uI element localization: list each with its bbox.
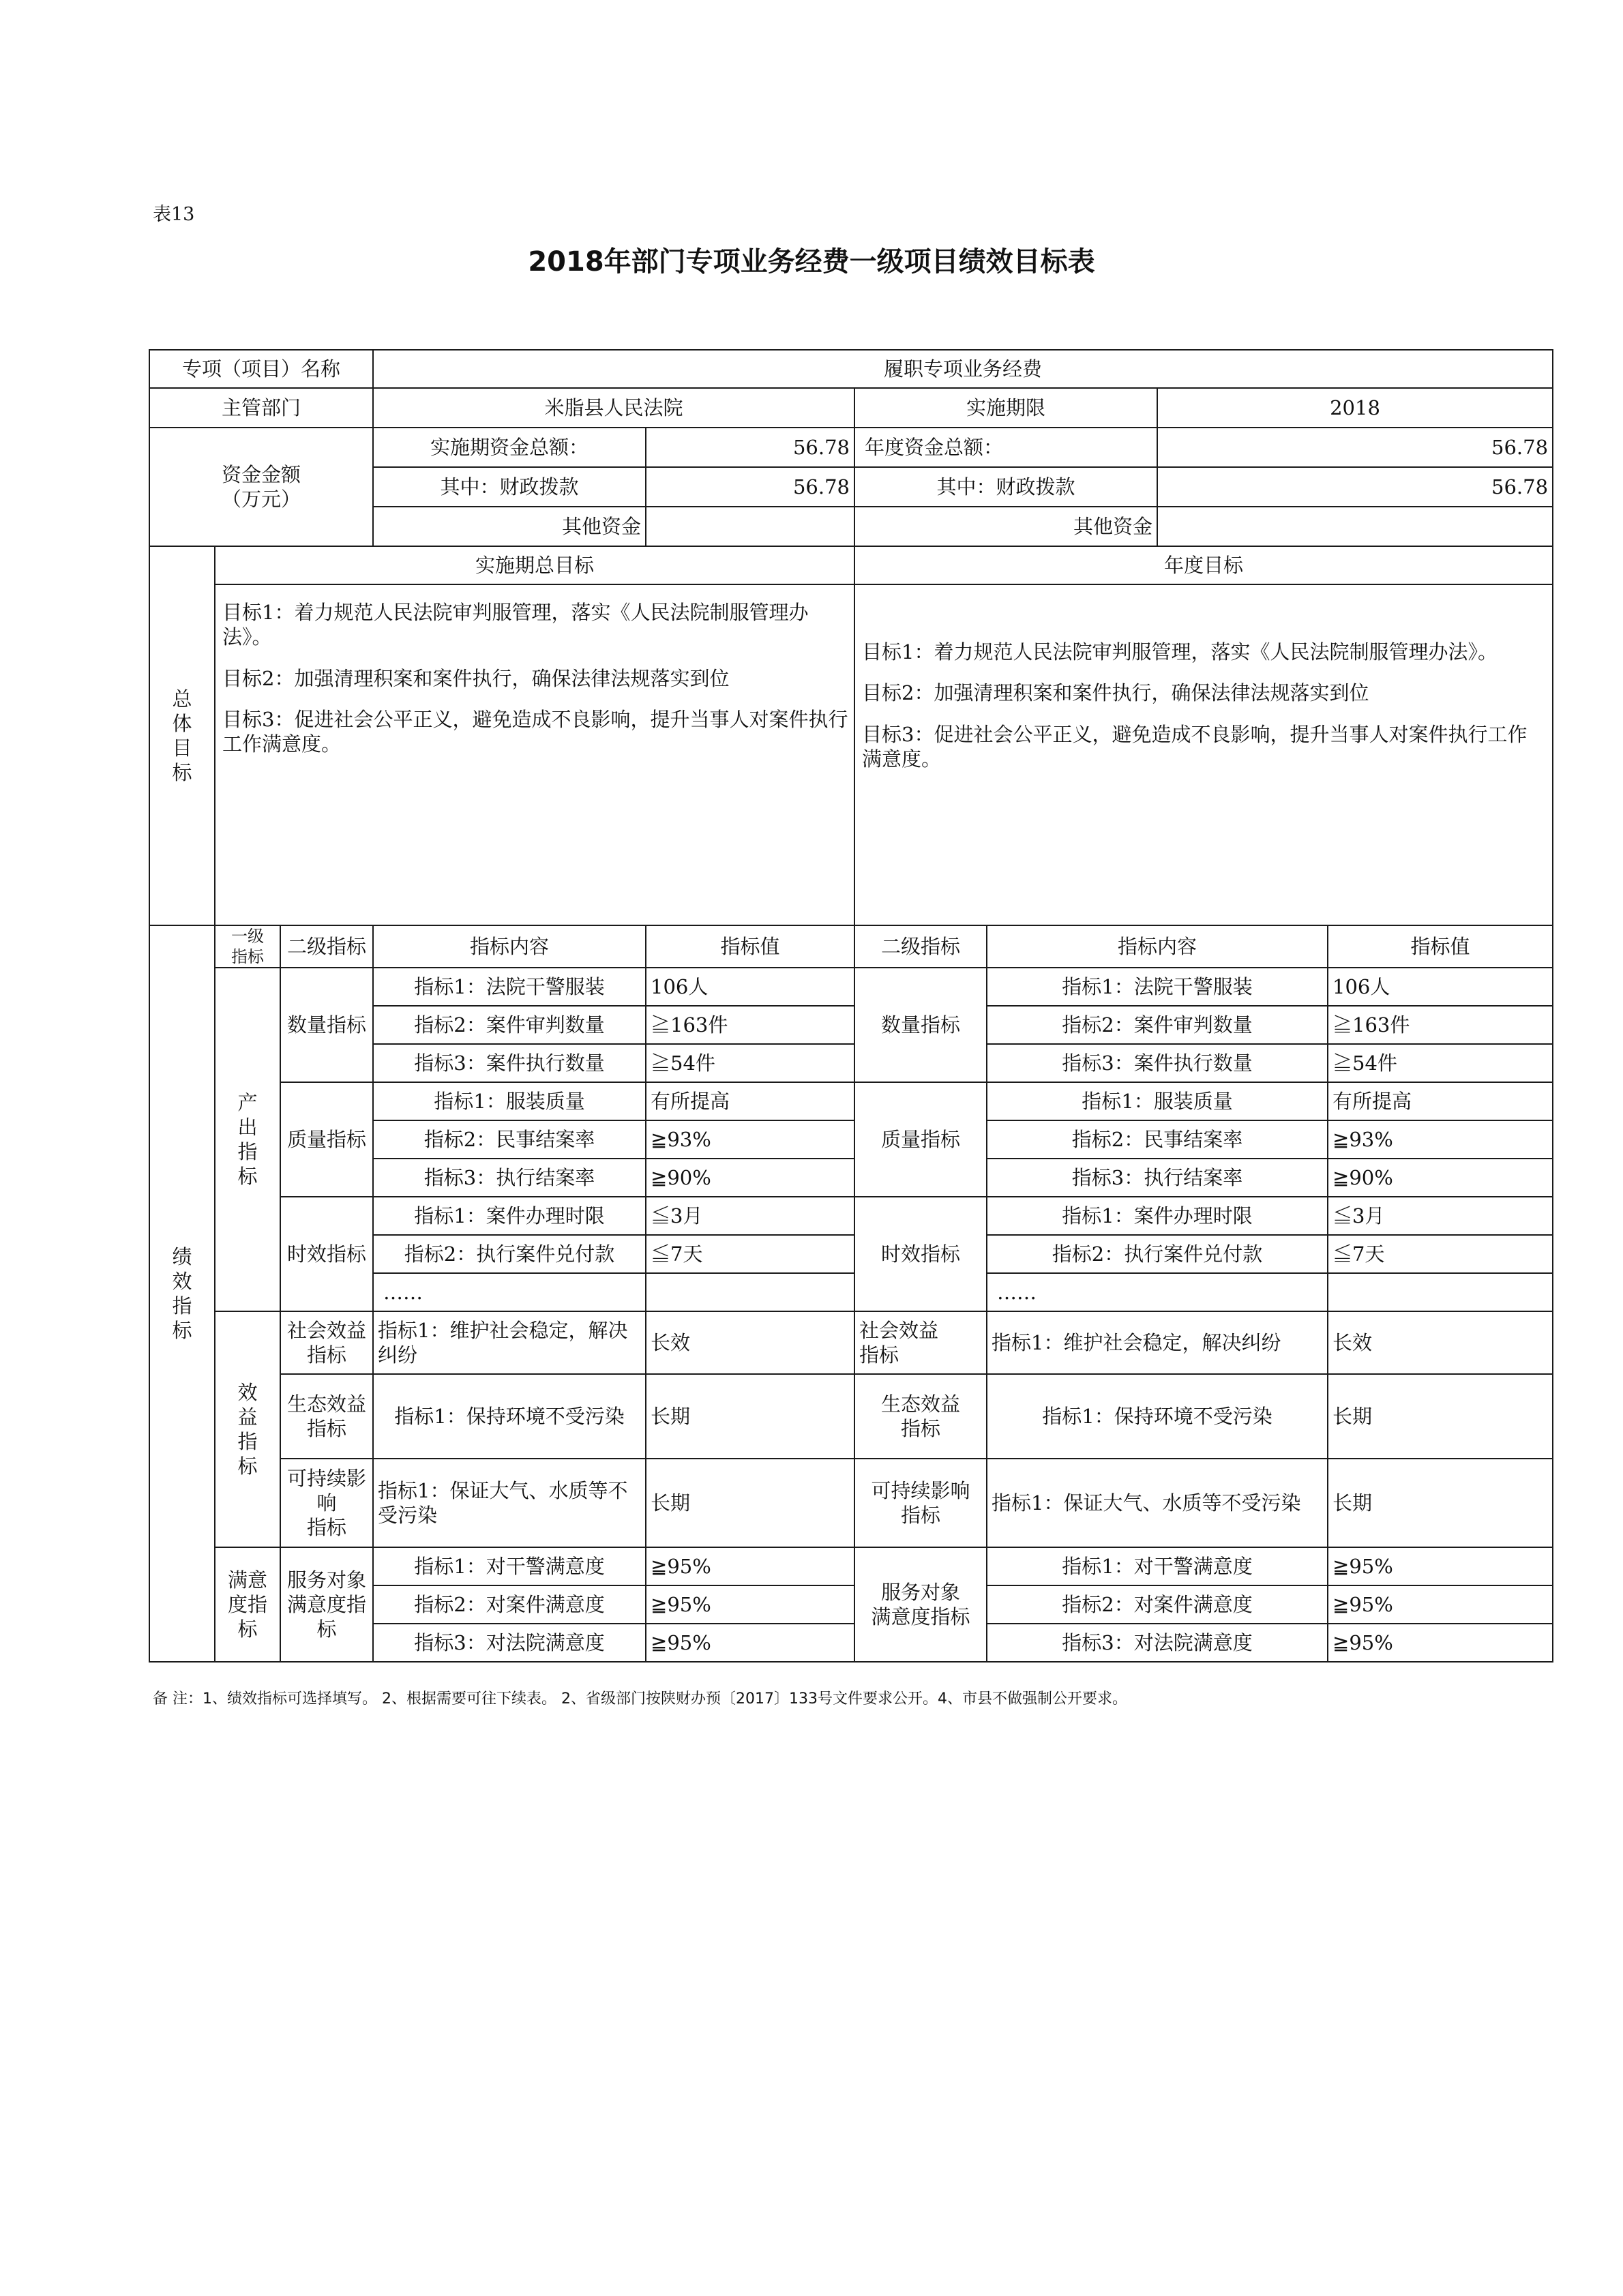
indicator-value-year: ≧163件	[1328, 1006, 1553, 1044]
indicator-value: ≧93%	[646, 1120, 854, 1159]
sustainable-impact-label: 可持续影 响 指标	[280, 1459, 373, 1547]
table-row	[149, 968, 1553, 1006]
indicator-value-year: ≧95%	[1328, 1547, 1553, 1585]
year-goal-2: 目标2：加强清理积案和案件执行，确保法律法规落实到位	[862, 681, 1369, 705]
indicator-content-year: 指标2：执行案件兑付款	[987, 1235, 1328, 1273]
indicator-content: 指标1：服装质量	[373, 1082, 646, 1120]
level1-header: 一级 指标	[215, 925, 280, 968]
indicator-content-year: 指标1：保持环境不受污染	[987, 1374, 1328, 1459]
indicator-value-year: ≧93%	[1328, 1120, 1553, 1159]
quality-label-year: 质量指标	[854, 1082, 987, 1197]
timeliness-label: 时效指标	[280, 1197, 373, 1311]
indicator-value-year: ≧95%	[1328, 1585, 1553, 1624]
table-row	[149, 1547, 1553, 1585]
indicator-content: 指标1：保证大气、水质等不受污染	[373, 1459, 646, 1547]
period-other-value	[646, 507, 854, 546]
indicator-content-year: 指标3：对法院满意度	[987, 1624, 1328, 1662]
period-goal-header: 实施期总目标	[215, 546, 854, 584]
indicator-content-year: 指标1：服装质量	[987, 1082, 1328, 1120]
indicator-value-year: ≧95%	[1328, 1624, 1553, 1662]
indicator-content: 指标2：执行案件兑付款	[373, 1235, 646, 1273]
performance-indicator-label: 绩 效 指 标	[149, 925, 215, 1662]
indicator-content-year: 指标1：案件办理时限	[987, 1197, 1328, 1235]
project-name-label: 专项（项目）名称	[149, 350, 373, 388]
indicator-content: 指标1：维护社会稳定，解决纠纷	[373, 1311, 646, 1374]
year-fiscal-label: 其中：财政拨款	[854, 467, 1157, 507]
year-goal-text	[854, 584, 1553, 925]
indicator-content: 指标3：对法院满意度	[373, 1624, 646, 1662]
level2-header-year: 二级指标	[854, 925, 987, 968]
goals-content-row	[149, 584, 1553, 925]
indicator-content-year: 指标2：民事结案率	[987, 1120, 1328, 1159]
indicator-value: ≧95%	[646, 1585, 854, 1624]
social-benefit-label: 社会效益 指标	[280, 1311, 373, 1374]
indicator-content: 指标3：案件执行数量	[373, 1044, 646, 1082]
footnote: 备 注：1、绩效指标可选择填写。 2、根据需要可往下续表。 2、省级部门按陕财办预〔2017〕133号文件要求公开。4、市县不做强制公开要求。	[153, 1690, 1127, 1708]
period-label: 实施期限	[854, 388, 1157, 428]
service-satisfaction-label-year: 服务对象 满意度指标	[854, 1547, 987, 1662]
indicator-value: ≧163件	[646, 1006, 854, 1044]
indicator-value-year: 长效	[1328, 1311, 1553, 1374]
indicator-content-year: 指标3：案件执行数量	[987, 1044, 1328, 1082]
indicator-content-year: 指标2：案件审判数量	[987, 1006, 1328, 1044]
level2-header: 二级指标	[280, 925, 373, 968]
year-other-label: 其他资金	[854, 507, 1157, 546]
indicator-content-year: ……	[987, 1273, 1328, 1311]
indicator-content: 指标2：民事结案率	[373, 1120, 646, 1159]
indicator-value: 106人	[646, 968, 854, 1006]
year-goal-1: 目标1：着力规范人民法院审判服管理，落实《人民法院制服管理办法》。	[862, 640, 1498, 664]
timeliness-label-year: 时效指标	[854, 1197, 987, 1311]
indicator-value: 长效	[646, 1311, 854, 1374]
indicator-value: ≧95%	[646, 1547, 854, 1585]
indicator-value-year: 106人	[1328, 968, 1553, 1006]
indicator-value: 有所提高	[646, 1082, 854, 1120]
indicator-value: ≦3月	[646, 1197, 854, 1235]
funds-total-row	[149, 428, 1553, 467]
page-title: 2018年部门专项业务经费一级项目绩效目标表	[528, 246, 1095, 278]
indicator-value: ≧90%	[646, 1159, 854, 1197]
value-header-year: 指标值	[1328, 925, 1553, 968]
indicator-value: ≧54件	[646, 1044, 854, 1082]
indicator-content-year: 指标3：执行结案率	[987, 1159, 1328, 1197]
content-header: 指标内容	[373, 925, 646, 968]
indicator-content: 指标3：执行结案率	[373, 1159, 646, 1197]
year-goal-3: 目标3：促进社会公平正义，避免造成不良影响，提升当事人对案件执行工作满意度。	[862, 722, 1528, 771]
table-row	[149, 1374, 1553, 1459]
indicator-value-year: ≧90%	[1328, 1159, 1553, 1197]
quantity-label-year: 数量指标	[854, 968, 987, 1082]
indicator-content: 指标1：法院干警服装	[373, 968, 646, 1006]
ecological-benefit-label-year: 生态效益 指标	[854, 1374, 987, 1459]
sheet-number: 表13	[153, 204, 195, 225]
indicator-content: 指标1：保持环境不受污染	[373, 1374, 646, 1459]
performance-target-table	[149, 349, 1553, 1663]
year-total-value: 56.78	[1157, 428, 1553, 467]
indicator-value-year: ≦3月	[1328, 1197, 1553, 1235]
department-row	[149, 388, 1553, 428]
indicator-value: 长期	[646, 1459, 854, 1547]
table-row	[149, 1197, 1553, 1235]
indicator-content: 指标2：案件审判数量	[373, 1006, 646, 1044]
indicator-value-year: ≦7天	[1328, 1235, 1553, 1273]
period-total-label: 实施期资金总额：	[373, 428, 646, 467]
indicator-content: 指标1：案件办理时限	[373, 1197, 646, 1235]
project-name-value: 履职专项业务经费	[373, 350, 1553, 388]
period-value: 2018	[1157, 388, 1553, 428]
quantity-label: 数量指标	[280, 968, 373, 1082]
indicator-content-year: 指标1：对干警满意度	[987, 1547, 1328, 1585]
period-goal-2: 目标2：加强清理积案和案件执行，确保法律法规落实到位	[222, 666, 730, 690]
period-fiscal-value: 56.78	[646, 467, 854, 507]
project-name-row	[149, 350, 1553, 388]
indicator-content-year: 指标1：保证大气、水质等不受污染	[987, 1459, 1328, 1547]
period-total-value: 56.78	[646, 428, 854, 467]
quality-label: 质量指标	[280, 1082, 373, 1197]
period-goal-3: 目标3：促进社会公平正义，避免造成不良影响，提升当事人对案件执行工作满意度。	[222, 707, 848, 756]
year-goal-header: 年度目标	[854, 546, 1553, 584]
indicator-value-year: ≧54件	[1328, 1044, 1553, 1082]
indicator-value-year: 长期	[1328, 1374, 1553, 1459]
indicator-value: ≦7天	[646, 1235, 854, 1273]
year-fiscal-value: 56.78	[1157, 467, 1553, 507]
period-goal-text	[215, 584, 854, 925]
department-value: 米脂县人民法院	[373, 388, 854, 428]
period-other-label: 其他资金	[373, 507, 646, 546]
indicator-value-year	[1328, 1273, 1553, 1311]
indicator-content: ……	[373, 1273, 646, 1311]
indicator-value: 长期	[646, 1374, 854, 1459]
indicator-content: 指标2：对案件满意度	[373, 1585, 646, 1624]
indicator-content: 指标1：对干警满意度	[373, 1547, 646, 1585]
indicator-value-year: 长期	[1328, 1459, 1553, 1547]
satisfaction-indicator-label: 满意 度指 标	[215, 1547, 280, 1662]
table-row	[149, 1082, 1553, 1120]
period-goal-1: 目标1：着力规范人民法院审判服管理，落实《人民法院制服管理办法》。	[222, 601, 809, 649]
output-indicator-label: 产 出 指 标	[215, 968, 280, 1311]
funds-label: 资金金额 （万元）	[149, 428, 373, 546]
table-row	[149, 1311, 1553, 1374]
indicator-content-year: 指标1：维护社会稳定，解决纠纷	[987, 1311, 1328, 1374]
table-row	[149, 1459, 1553, 1547]
indicator-content-year: 指标1：法院干警服装	[987, 968, 1328, 1006]
sustainable-impact-label-year: 可持续影响 指标	[854, 1459, 987, 1547]
indicator-value-year: 有所提高	[1328, 1082, 1553, 1120]
year-other-value	[1157, 507, 1553, 546]
indicator-value	[646, 1273, 854, 1311]
department-label: 主管部门	[149, 388, 373, 428]
social-benefit-label-year: 社会效益 指标	[854, 1311, 987, 1374]
value-header: 指标值	[646, 925, 854, 968]
goals-header-row	[149, 546, 1553, 584]
overall-goal-label: 总 体 目 标	[149, 546, 215, 925]
service-satisfaction-label: 服务对象 满意度指 标	[280, 1547, 373, 1662]
period-fiscal-label: 其中：财政拨款	[373, 467, 646, 507]
indicator-header-row	[149, 925, 1553, 968]
benefit-indicator-label: 效 益 指 标	[215, 1311, 280, 1547]
indicator-content-year: 指标2：对案件满意度	[987, 1585, 1328, 1624]
ecological-benefit-label: 生态效益 指标	[280, 1374, 373, 1459]
indicator-value: ≧95%	[646, 1624, 854, 1662]
content-header-year: 指标内容	[987, 925, 1328, 968]
year-total-label: 年度资金总额：	[854, 428, 1157, 467]
